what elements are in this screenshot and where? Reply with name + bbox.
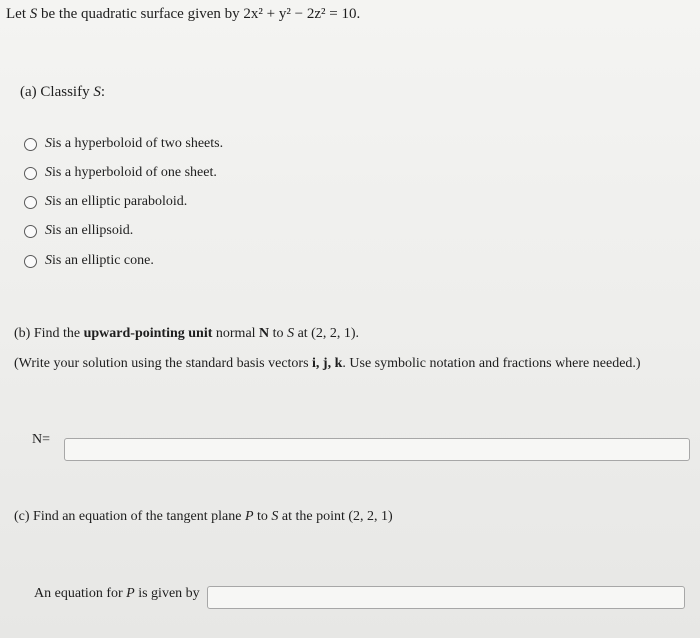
option-one-sheet[interactable]: S is a hyperboloid of one sheet. — [24, 165, 217, 181]
radio-icon[interactable] — [24, 196, 37, 209]
plane-equation-label: An equation for P is given by — [34, 586, 200, 601]
surface-equation: 2x² + y² − 2z² = 10. — [243, 6, 361, 22]
normal-vector-input[interactable] — [64, 438, 690, 461]
radio-icon[interactable] — [24, 255, 37, 268]
problem-statement: Let S be the quadratic surface given by 2x² + y² − 2z² = 10. — [6, 6, 361, 22]
n-label: N= — [32, 432, 51, 447]
radio-icon[interactable] — [24, 167, 37, 180]
part-a-heading: (a) Classify S: — [20, 84, 105, 100]
option-elliptic-cone[interactable]: S is an elliptic cone. — [24, 253, 154, 269]
radio-icon[interactable] — [24, 225, 37, 238]
part-b-instructions: (Write your solution using the standard basis vectors i, j, k. Use symbolic notation and fractions where needed.) — [14, 356, 641, 371]
radio-icon[interactable] — [24, 138, 37, 151]
plane-equation-input[interactable] — [207, 586, 685, 609]
part-b-heading: (b) Find the upward-pointing unit normal N to S at (2, 2, 1). — [14, 326, 359, 341]
option-two-sheets[interactable]: S is a hyperboloid of two sheets. — [24, 136, 223, 152]
surface-var: S — [29, 6, 38, 22]
option-ellipsoid[interactable]: S is an ellipsoid. — [24, 223, 133, 239]
option-elliptic-paraboloid[interactable]: S is an elliptic paraboloid. — [24, 194, 187, 210]
part-c-heading: (c) Find an equation of the tangent plane P to S at the point (2, 2, 1) — [14, 509, 393, 524]
